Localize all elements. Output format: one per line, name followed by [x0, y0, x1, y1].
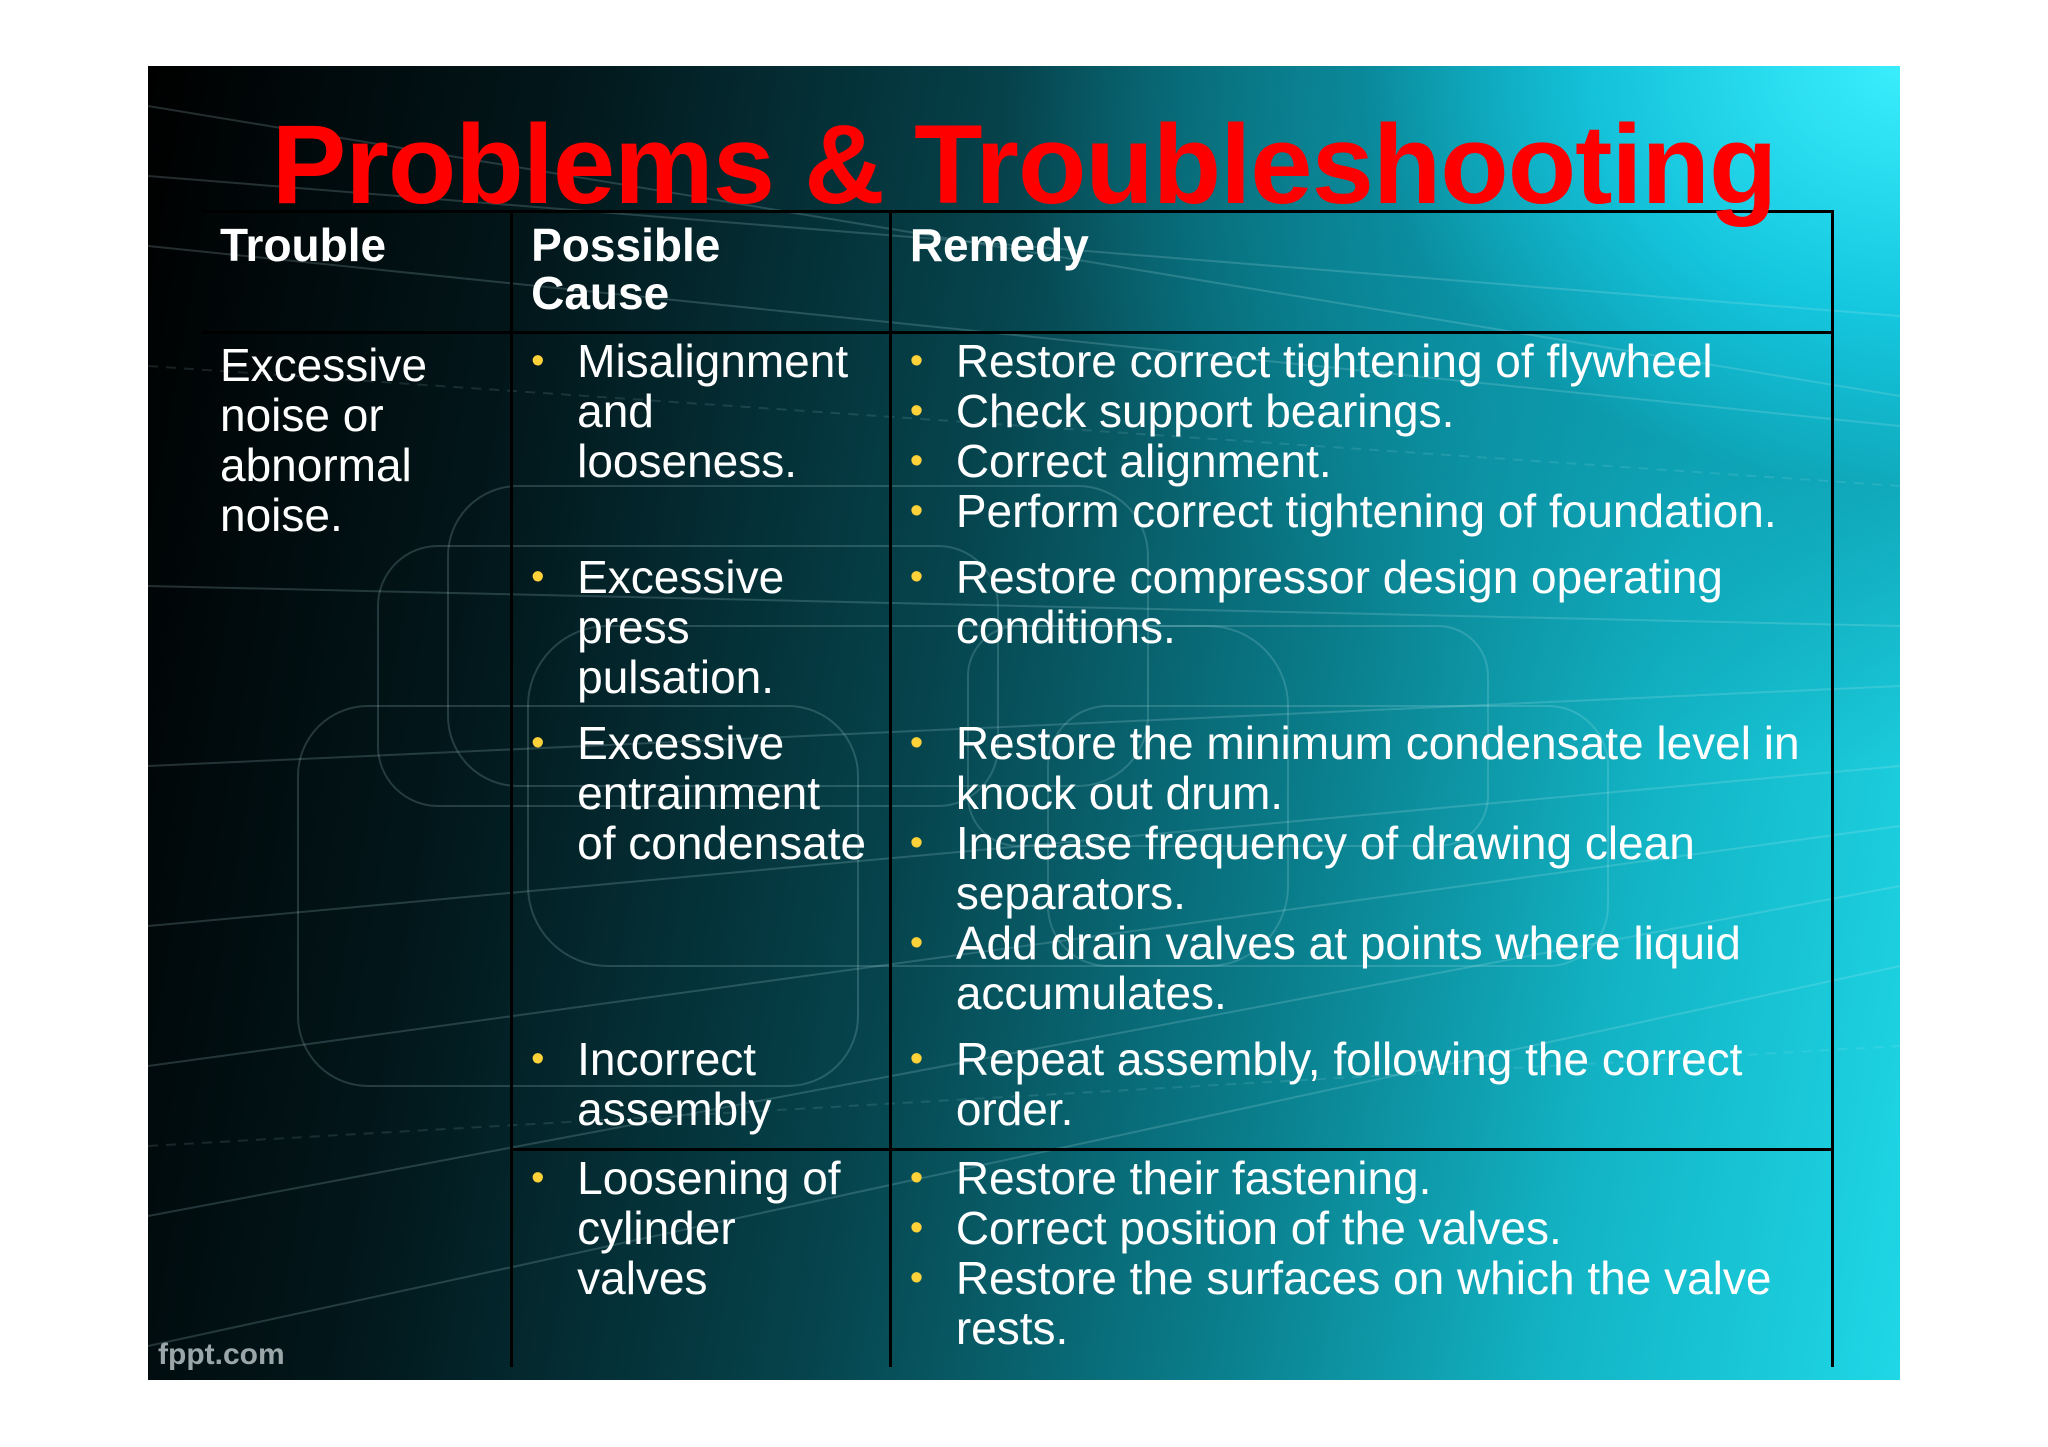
- bullet-icon: •: [909, 1038, 924, 1080]
- cause-cell: [512, 550, 891, 716]
- remedy-cell: [890, 1150, 1832, 1368]
- cause-cell: [512, 1150, 891, 1368]
- remedy-text: Restore the surfaces on which the valve rests.: [955, 1252, 1772, 1354]
- list-item: [531, 1153, 871, 1303]
- cause-text: Excessive entrainment of condensate: [577, 717, 867, 869]
- list-item: [910, 718, 1813, 818]
- bullet-icon: •: [909, 1257, 924, 1299]
- remedy-text: Repeat assembly, following the correct order.: [955, 1033, 1743, 1135]
- list-item: [910, 436, 1813, 486]
- remedy-text: Restore their fastening.: [955, 1152, 1432, 1204]
- list-item: [910, 486, 1813, 536]
- list-item: [531, 552, 871, 702]
- cause-text: Misalignment and looseness.: [577, 335, 849, 487]
- list-item: [910, 818, 1813, 918]
- bullet-icon: •: [909, 722, 924, 764]
- remedy-cell: [890, 1032, 1832, 1150]
- cause-cell: [512, 1032, 891, 1150]
- list-item: [531, 336, 871, 486]
- remedy-cell: [890, 550, 1832, 716]
- list-item: [910, 918, 1813, 1018]
- cause-cell: [512, 716, 891, 1032]
- trouble-cell: Excessive noise or abnormal noise.: [202, 333, 512, 1368]
- remedy-text: Restore compressor design operating conditions.: [955, 551, 1723, 653]
- remedy-text: Perform correct tightening of foundation.: [955, 485, 1777, 537]
- remedy-text: Restore the minimum condensate level in knock out drum.: [955, 717, 1800, 819]
- remedy-text: Restore correct tightening of flywheel: [955, 335, 1713, 387]
- table-row: [202, 333, 1833, 551]
- bullet-icon: •: [909, 340, 924, 382]
- bullet-icon: •: [909, 440, 924, 482]
- list-item: [910, 1153, 1813, 1203]
- bullet-icon: •: [909, 490, 924, 532]
- remedy-text: Correct position of the valves.: [955, 1202, 1562, 1254]
- bullet-icon: •: [909, 1157, 924, 1199]
- header-remedy: Remedy: [890, 212, 1832, 333]
- cause-text: Loosening of cylinder valves: [577, 1152, 841, 1304]
- bullet-icon: •: [909, 1207, 924, 1249]
- fppt-logo: fppt.com: [158, 1338, 285, 1371]
- list-item: [910, 1253, 1813, 1353]
- bullet-icon: •: [531, 556, 545, 598]
- remedy-text: Add drain valves at points where liquid accumulates.: [955, 917, 1741, 1019]
- remedy-text: Correct alignment.: [955, 435, 1332, 487]
- header-trouble: Trouble: [202, 212, 512, 333]
- list-item: [531, 1034, 871, 1134]
- bullet-icon: •: [909, 390, 924, 432]
- bullet-icon: •: [909, 922, 924, 964]
- cause-text: Incorrect assembly: [577, 1033, 772, 1135]
- remedy-cell: [890, 716, 1832, 1032]
- bullet-icon: •: [531, 722, 545, 764]
- bullet-icon: •: [909, 556, 924, 598]
- list-item: [910, 386, 1813, 436]
- cause-text: Excessive press pulsation.: [577, 551, 785, 703]
- slide-title: Problems & Troubleshooting: [271, 102, 1777, 227]
- list-item: [910, 552, 1813, 652]
- bullet-icon: •: [531, 1157, 545, 1199]
- cause-cell: [512, 333, 891, 551]
- list-item: [910, 336, 1813, 386]
- remedy-text: Check support bearings.: [955, 385, 1455, 437]
- list-item: [910, 1203, 1813, 1253]
- list-item: [531, 718, 871, 868]
- troubleshooting-table: [202, 210, 1834, 1367]
- bullet-icon: •: [909, 822, 924, 864]
- slide: [148, 66, 1900, 1380]
- remedy-cell: [890, 333, 1832, 551]
- bullet-icon: •: [531, 340, 545, 382]
- bullet-icon: •: [531, 1038, 545, 1080]
- remedy-text: Increase frequency of drawing clean separators.: [955, 817, 1695, 919]
- header-possible-cause: Possible Cause: [512, 212, 891, 333]
- list-item: [910, 1034, 1813, 1134]
